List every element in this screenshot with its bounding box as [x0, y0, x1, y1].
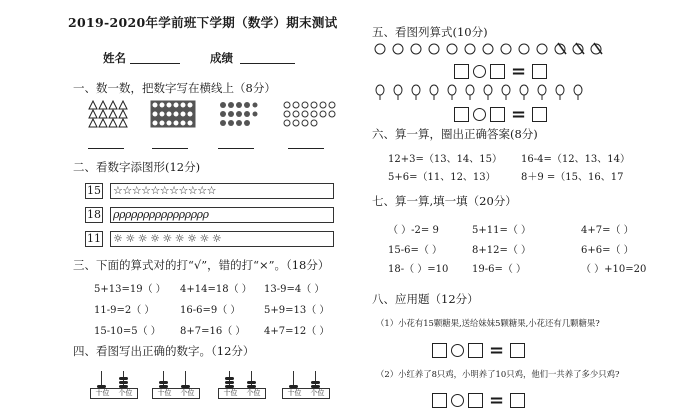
fill-item[interactable]: 19-6=（ ）: [472, 264, 527, 275]
judge-item[interactable]: 8+7=16（ ）: [180, 326, 246, 337]
abacus-image: 十位 个位: [90, 365, 136, 405]
judge-item[interactable]: 16-6=9（ ）: [180, 305, 241, 316]
fill-item[interactable]: 5+11=（ ）: [472, 225, 532, 236]
petals-group-image: [218, 100, 258, 128]
judge-item[interactable]: 11-9=2（ ）: [94, 305, 155, 316]
section-4-heading: 四、看图写出正确的数字。（12分）: [73, 344, 255, 358]
answer-line[interactable]: [288, 148, 324, 149]
judge-item[interactable]: 4+7=12（ ）: [264, 326, 330, 337]
score-label: 成绩: [210, 51, 233, 65]
answer-line[interactable]: [88, 148, 124, 149]
flag-shapes-row[interactable]: ρρρρρρρρρρρρρρρρ: [110, 207, 334, 223]
fill-item[interactable]: 6+6=（ ）: [581, 245, 634, 256]
balloons-image: [372, 84, 612, 100]
section-8-heading: 八、应用题（12分）: [372, 292, 479, 306]
sun-shapes-row[interactable]: ☼ ☼ ☼ ☼ ☼ ☼ ☼ ☼ ☼: [110, 231, 334, 247]
section-7-heading: 七、算一算,填一填（20分）: [372, 194, 517, 208]
choice-item[interactable]: 5+6=（11、12、13）: [388, 172, 496, 183]
abacus-image: 十位 个位: [218, 365, 264, 405]
abacus-image: 十位 个位: [152, 365, 198, 405]
section-6-heading: 六、算一算，圈出正确答案(8分): [372, 127, 538, 141]
answer-line[interactable]: [218, 148, 254, 149]
section-3-heading: 三、下面的算式对的打“√”，错的打“×”。（18分）: [73, 258, 330, 272]
count-box: 15: [87, 184, 101, 197]
apples-image: [372, 40, 612, 56]
section-2-heading: 二、看数字添图形(12分): [73, 160, 201, 174]
judge-item[interactable]: 5+13=19（ ）: [94, 284, 166, 295]
equation-boxes[interactable]: =: [452, 61, 549, 80]
choice-item[interactable]: 12+3=（13、14、15）: [388, 154, 503, 165]
page-title: 2019-2020年学前班下学期（数学）期末测试: [68, 15, 338, 30]
choice-item[interactable]: 16-4=（12、13、14）: [521, 154, 631, 165]
fill-item[interactable]: （ ）-2= 9: [388, 225, 439, 236]
answer-line[interactable]: [152, 148, 188, 149]
fill-item[interactable]: （ ）+10=20: [581, 264, 647, 275]
triangle-group-image: [87, 100, 132, 128]
abacus-image: 十位 个位: [282, 365, 328, 405]
fill-item[interactable]: 4+7=（ ）: [581, 225, 634, 236]
judge-item[interactable]: 5+9=13（ ）: [264, 305, 330, 316]
judge-item[interactable]: 15-10=5（ ）: [94, 326, 161, 337]
equation-boxes[interactable]: =: [430, 340, 527, 359]
rings-group-image: [282, 100, 338, 128]
star-shapes-row[interactable]: ☆☆☆☆☆☆☆☆☆☆☆: [110, 183, 334, 199]
fill-item[interactable]: 18-（ ）=10: [388, 264, 449, 275]
equation-boxes[interactable]: =: [452, 104, 549, 123]
section-1-heading: 一、数一数，把数字写在横线上（8分）: [73, 81, 276, 95]
count-box: 11: [87, 232, 101, 245]
judge-item[interactable]: 13-9=4（ ）: [264, 284, 325, 295]
fill-item[interactable]: 8+12=（ ）: [472, 245, 532, 256]
fill-item[interactable]: 15-6=（ ）: [388, 245, 443, 256]
equation-boxes[interactable]: =: [430, 390, 527, 409]
word-problem-2: （2）小红养了8只鸡，小明养了10只鸡，他们一共养了多少只鸡?: [376, 369, 620, 379]
count-box: 18: [87, 208, 101, 221]
name-label: 姓名: [103, 51, 126, 65]
choice-item[interactable]: 8＋9 =（15、16、17: [521, 172, 624, 183]
word-problem-1: （1）小花有15颗糖果,送给妹妹5颗糖果,小花还有几颗糖果?: [376, 318, 600, 328]
dots-group-image: [150, 100, 196, 128]
judge-item[interactable]: 4+14=18（ ）: [180, 284, 252, 295]
section-5-heading: 五、看图列算式(10分): [372, 25, 488, 39]
